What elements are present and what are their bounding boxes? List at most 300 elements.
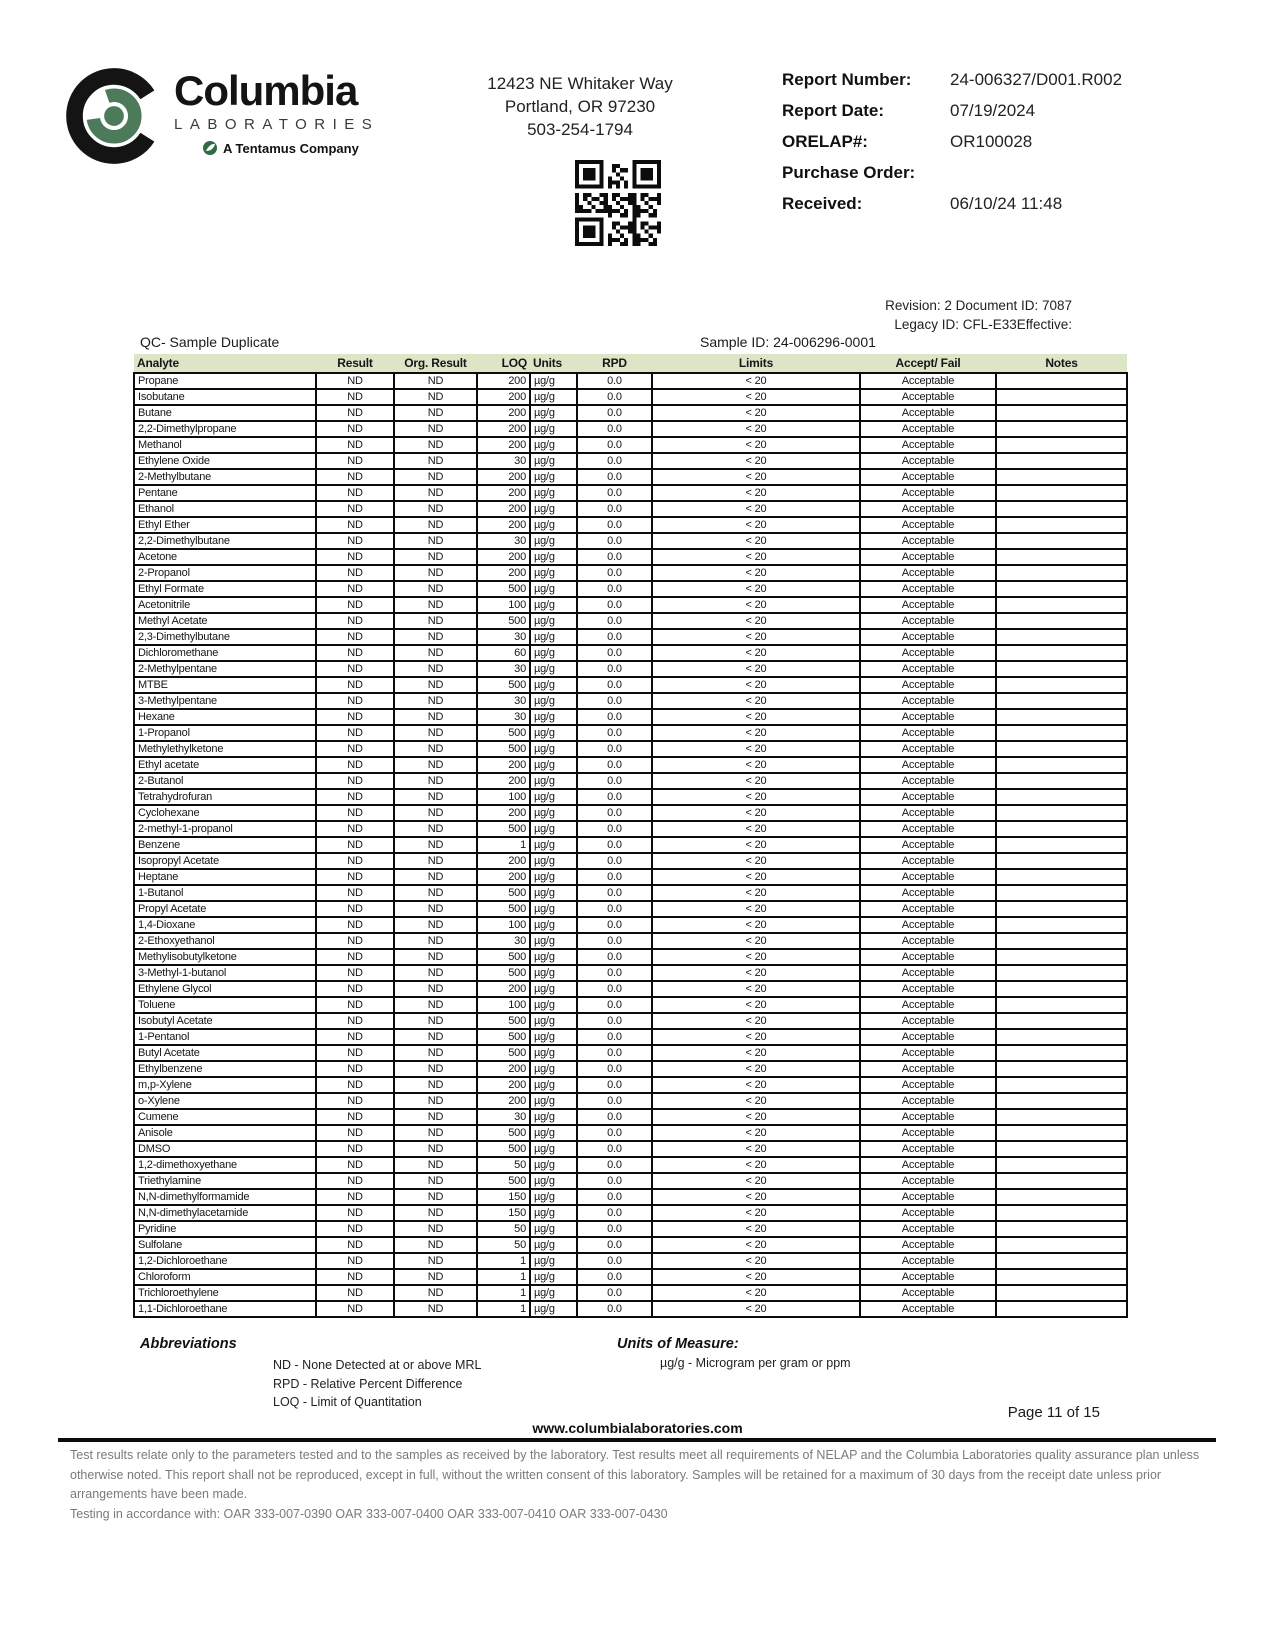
table-row — [134, 709, 1127, 725]
cell-notes — [996, 501, 1127, 517]
cell-accept-fail: Acceptable — [860, 757, 996, 773]
cell-accept-fail: Acceptable — [860, 1045, 996, 1061]
cell-loq: 150 — [477, 1205, 530, 1221]
cell-analyte: 1,4-Dioxane — [134, 917, 316, 933]
cell-org-result: ND — [394, 581, 477, 597]
cell-loq: 200 — [477, 517, 530, 533]
cell-notes — [996, 933, 1127, 949]
cell-analyte: Anisole — [134, 1125, 316, 1141]
cell-result: ND — [316, 1189, 394, 1205]
cell-result: ND — [316, 741, 394, 757]
table-row — [134, 437, 1127, 453]
cell-loq: 200 — [477, 437, 530, 453]
cell-accept-fail: Acceptable — [860, 485, 996, 501]
cell-result: ND — [316, 981, 394, 997]
table-row — [134, 1173, 1127, 1189]
cell-units: µg/g — [530, 837, 577, 853]
cell-org-result: ND — [394, 1093, 477, 1109]
cell-rpd: 0.0 — [577, 869, 652, 885]
table-row — [134, 453, 1127, 469]
table-row — [134, 1029, 1127, 1045]
cell-analyte: Ethanol — [134, 501, 316, 517]
cell-notes — [996, 1109, 1127, 1125]
cell-rpd: 0.0 — [577, 1125, 652, 1141]
cell-result: ND — [316, 1205, 394, 1221]
cell-rpd: 0.0 — [577, 1253, 652, 1269]
cell-units: µg/g — [530, 997, 577, 1013]
cell-accept-fail: Acceptable — [860, 1157, 996, 1173]
table-row — [134, 1205, 1127, 1221]
cell-org-result: ND — [394, 661, 477, 677]
report-field-value: OR100028 — [950, 132, 1033, 151]
cell-limits: < 20 — [652, 581, 860, 597]
cell-analyte: Isobutyl Acetate — [134, 1013, 316, 1029]
cell-loq: 100 — [477, 789, 530, 805]
results-table — [133, 354, 1128, 1318]
cell-org-result: ND — [394, 389, 477, 405]
cell-result: ND — [316, 1253, 394, 1269]
cell-limits: < 20 — [652, 389, 860, 405]
cell-org-result: ND — [394, 517, 477, 533]
cell-org-result: ND — [394, 677, 477, 693]
cell-accept-fail: Acceptable — [860, 501, 996, 517]
cell-limits: < 20 — [652, 965, 860, 981]
report-field-label: Report Date: — [782, 101, 885, 120]
table-row — [134, 373, 1127, 389]
cell-limits: < 20 — [652, 821, 860, 837]
cell-units: µg/g — [530, 1237, 577, 1253]
cell-analyte: Propane — [134, 373, 316, 389]
cell-loq: 500 — [477, 1173, 530, 1189]
cell-limits: < 20 — [652, 837, 860, 853]
cell-org-result: ND — [394, 1157, 477, 1173]
table-row — [134, 565, 1127, 581]
table-row — [134, 949, 1127, 965]
report-field-label: Purchase Order: — [782, 163, 916, 182]
cell-notes — [996, 741, 1127, 757]
cell-notes — [996, 1157, 1127, 1173]
col-result: Result — [316, 354, 394, 373]
cell-notes — [996, 533, 1127, 549]
cell-notes — [996, 1093, 1127, 1109]
cell-rpd: 0.0 — [577, 1109, 652, 1125]
cell-notes — [996, 1125, 1127, 1141]
report-field-value: 07/19/2024 — [950, 101, 1036, 120]
cell-analyte: Acetone — [134, 549, 316, 565]
cell-org-result: ND — [394, 629, 477, 645]
cell-result: ND — [316, 517, 394, 533]
cell-loq: 1 — [477, 1269, 530, 1285]
cell-org-result: ND — [394, 453, 477, 469]
table-row — [134, 789, 1127, 805]
cell-accept-fail: Acceptable — [860, 885, 996, 901]
cell-units: µg/g — [530, 949, 577, 965]
cell-notes — [996, 789, 1127, 805]
cell-units: µg/g — [530, 1061, 577, 1077]
cell-units: µg/g — [530, 453, 577, 469]
table-row — [134, 997, 1127, 1013]
cell-org-result: ND — [394, 501, 477, 517]
cell-analyte: 1-Propanol — [134, 725, 316, 741]
cell-analyte: Sulfolane — [134, 1237, 316, 1253]
cell-units: µg/g — [530, 1301, 577, 1317]
cell-analyte: Trichloroethylene — [134, 1285, 316, 1301]
cell-rpd: 0.0 — [577, 1077, 652, 1093]
cell-notes — [996, 997, 1127, 1013]
cell-loq: 50 — [477, 1221, 530, 1237]
cell-notes — [996, 421, 1127, 437]
cell-units: µg/g — [530, 1253, 577, 1269]
cell-accept-fail: Acceptable — [860, 629, 996, 645]
cell-result: ND — [316, 933, 394, 949]
cell-limits: < 20 — [652, 1301, 860, 1317]
cell-accept-fail: Acceptable — [860, 773, 996, 789]
cell-analyte: Heptane — [134, 869, 316, 885]
table-row — [134, 533, 1127, 549]
address-line1: 12423 NE Whitaker Way — [487, 74, 673, 93]
cell-accept-fail: Acceptable — [860, 405, 996, 421]
cell-notes — [996, 1141, 1127, 1157]
cell-accept-fail: Acceptable — [860, 469, 996, 485]
cell-rpd: 0.0 — [577, 469, 652, 485]
cell-accept-fail: Acceptable — [860, 1189, 996, 1205]
revision-line: Revision: 2 Document ID: 7087 — [885, 298, 1072, 313]
table-row — [134, 741, 1127, 757]
cell-loq: 500 — [477, 965, 530, 981]
cell-loq: 100 — [477, 917, 530, 933]
cell-result: ND — [316, 373, 394, 389]
cell-limits: < 20 — [652, 1205, 860, 1221]
cell-limits: < 20 — [652, 645, 860, 661]
table-row — [134, 869, 1127, 885]
cell-loq: 500 — [477, 725, 530, 741]
cell-units: µg/g — [530, 1013, 577, 1029]
cell-accept-fail: Acceptable — [860, 981, 996, 997]
cell-rpd: 0.0 — [577, 757, 652, 773]
logo-tagline — [202, 140, 379, 156]
table-row — [134, 1109, 1127, 1125]
cell-units: µg/g — [530, 581, 577, 597]
cell-accept-fail: Acceptable — [860, 1125, 996, 1141]
cell-units: µg/g — [530, 821, 577, 837]
cell-notes — [996, 661, 1127, 677]
cell-accept-fail: Acceptable — [860, 997, 996, 1013]
header-row — [134, 354, 1127, 373]
cell-org-result: ND — [394, 1237, 477, 1253]
cell-org-result: ND — [394, 1109, 477, 1125]
columbia-logo — [62, 64, 379, 168]
cell-loq: 200 — [477, 565, 530, 581]
cell-analyte: 2-Butanol — [134, 773, 316, 789]
cell-analyte: Tetrahydrofuran — [134, 789, 316, 805]
cell-result: ND — [316, 389, 394, 405]
website-link[interactable]: www.columbialaboratories.com — [532, 1420, 743, 1436]
cell-analyte: Pyridine — [134, 1221, 316, 1237]
cell-notes — [996, 629, 1127, 645]
cell-org-result: ND — [394, 1013, 477, 1029]
cell-result: ND — [316, 597, 394, 613]
cell-notes — [996, 693, 1127, 709]
cell-units: µg/g — [530, 1189, 577, 1205]
cell-units: µg/g — [530, 469, 577, 485]
cell-accept-fail: Acceptable — [860, 533, 996, 549]
cell-rpd: 0.0 — [577, 1285, 652, 1301]
table-row — [134, 1093, 1127, 1109]
col-rpd: RPD — [577, 354, 652, 373]
cell-limits: < 20 — [652, 1221, 860, 1237]
cell-result: ND — [316, 613, 394, 629]
cell-accept-fail: Acceptable — [860, 821, 996, 837]
cell-accept-fail: Acceptable — [860, 581, 996, 597]
cell-loq: 200 — [477, 853, 530, 869]
cell-notes — [996, 885, 1127, 901]
cell-result: ND — [316, 965, 394, 981]
cell-notes — [996, 949, 1127, 965]
cell-result: ND — [316, 421, 394, 437]
table-row — [134, 1061, 1127, 1077]
table-row — [134, 757, 1127, 773]
cell-org-result: ND — [394, 869, 477, 885]
table-row — [134, 549, 1127, 565]
cell-units: µg/g — [530, 597, 577, 613]
cell-notes — [996, 901, 1127, 917]
table-row — [134, 837, 1127, 853]
cell-rpd: 0.0 — [577, 501, 652, 517]
cell-accept-fail: Acceptable — [860, 1253, 996, 1269]
cell-loq: 30 — [477, 709, 530, 725]
cell-accept-fail: Acceptable — [860, 1029, 996, 1045]
legacy-line: Legacy ID: CFL-E33Effective: — [894, 317, 1072, 332]
cell-org-result: ND — [394, 1285, 477, 1301]
cell-result: ND — [316, 789, 394, 805]
table-row — [134, 597, 1127, 613]
cell-result: ND — [316, 1093, 394, 1109]
cell-notes — [996, 549, 1127, 565]
cell-notes — [996, 485, 1127, 501]
cell-accept-fail: Acceptable — [860, 741, 996, 757]
cell-org-result: ND — [394, 1029, 477, 1045]
cell-loq: 200 — [477, 389, 530, 405]
cell-result: ND — [316, 901, 394, 917]
cell-analyte: Butane — [134, 405, 316, 421]
cell-analyte: 2-Methylpentane — [134, 661, 316, 677]
cell-notes — [996, 1045, 1127, 1061]
cell-result: ND — [316, 1301, 394, 1317]
results-table-head — [134, 354, 1127, 373]
cell-accept-fail: Acceptable — [860, 901, 996, 917]
table-row — [134, 389, 1127, 405]
cell-notes — [996, 1205, 1127, 1221]
cell-loq: 1 — [477, 1253, 530, 1269]
cell-analyte: Hexane — [134, 709, 316, 725]
cell-loq: 1 — [477, 1301, 530, 1317]
lab-address — [430, 72, 730, 141]
cell-org-result: ND — [394, 773, 477, 789]
cell-units: µg/g — [530, 1045, 577, 1061]
cell-org-result: ND — [394, 1077, 477, 1093]
cell-limits: < 20 — [652, 501, 860, 517]
cell-result: ND — [316, 485, 394, 501]
report-field-label: Report Number: — [782, 70, 912, 89]
cell-analyte: Methyl Acetate — [134, 613, 316, 629]
cell-loq: 200 — [477, 805, 530, 821]
cell-result: ND — [316, 1077, 394, 1093]
cell-limits: < 20 — [652, 485, 860, 501]
cell-limits: < 20 — [652, 613, 860, 629]
cell-analyte: Ethyl Ether — [134, 517, 316, 533]
cell-analyte: o-Xylene — [134, 1093, 316, 1109]
cell-result: ND — [316, 677, 394, 693]
cell-accept-fail: Acceptable — [860, 1141, 996, 1157]
cell-result: ND — [316, 709, 394, 725]
cell-units: µg/g — [530, 661, 577, 677]
report-field-value: 06/10/24 11:48 — [950, 194, 1063, 213]
cell-notes — [996, 645, 1127, 661]
cell-rpd: 0.0 — [577, 901, 652, 917]
table-row — [134, 981, 1127, 997]
cell-org-result: ND — [394, 821, 477, 837]
table-row — [134, 1077, 1127, 1093]
cell-analyte: N,N-dimethylformamide — [134, 1189, 316, 1205]
cell-analyte: 2-Propanol — [134, 565, 316, 581]
cell-limits: < 20 — [652, 869, 860, 885]
cell-units: µg/g — [530, 1125, 577, 1141]
cell-units: µg/g — [530, 565, 577, 581]
cell-limits: < 20 — [652, 805, 860, 821]
cell-analyte: Methylisobutylketone — [134, 949, 316, 965]
table-row — [134, 805, 1127, 821]
cell-loq: 200 — [477, 981, 530, 997]
cell-result: ND — [316, 533, 394, 549]
cell-rpd: 0.0 — [577, 885, 652, 901]
cell-accept-fail: Acceptable — [860, 709, 996, 725]
cell-accept-fail: Acceptable — [860, 549, 996, 565]
cell-notes — [996, 677, 1127, 693]
cell-result: ND — [316, 1109, 394, 1125]
cell-units: µg/g — [530, 709, 577, 725]
cell-units: µg/g — [530, 613, 577, 629]
cell-limits: < 20 — [652, 725, 860, 741]
cell-org-result: ND — [394, 469, 477, 485]
cell-accept-fail: Acceptable — [860, 853, 996, 869]
cell-limits: < 20 — [652, 741, 860, 757]
cell-loq: 500 — [477, 949, 530, 965]
cell-units: µg/g — [530, 1173, 577, 1189]
cell-org-result: ND — [394, 1301, 477, 1317]
cell-accept-fail: Acceptable — [860, 597, 996, 613]
cell-analyte: Dichloromethane — [134, 645, 316, 661]
cell-units: µg/g — [530, 677, 577, 693]
cell-org-result: ND — [394, 789, 477, 805]
cell-analyte: 1-Pentanol — [134, 1029, 316, 1045]
cell-limits: < 20 — [652, 773, 860, 789]
cell-accept-fail: Acceptable — [860, 373, 996, 389]
cell-notes — [996, 1301, 1127, 1317]
cell-rpd: 0.0 — [577, 1269, 652, 1285]
table-row — [134, 405, 1127, 421]
cell-units: µg/g — [530, 645, 577, 661]
cell-result: ND — [316, 1157, 394, 1173]
cell-org-result: ND — [394, 1173, 477, 1189]
cell-org-result: ND — [394, 597, 477, 613]
cell-limits: < 20 — [652, 373, 860, 389]
cell-loq: 30 — [477, 629, 530, 645]
cell-org-result: ND — [394, 1253, 477, 1269]
cell-loq: 1 — [477, 837, 530, 853]
cell-accept-fail: Acceptable — [860, 661, 996, 677]
cell-rpd: 0.0 — [577, 629, 652, 645]
cell-rpd: 0.0 — [577, 821, 652, 837]
cell-notes — [996, 1029, 1127, 1045]
cell-loq: 30 — [477, 661, 530, 677]
cell-accept-fail: Acceptable — [860, 869, 996, 885]
abbreviation-line: LOQ - Limit of Quantitation — [273, 1395, 422, 1409]
cell-org-result: ND — [394, 1205, 477, 1221]
table-row — [134, 677, 1127, 693]
cell-notes — [996, 389, 1127, 405]
cell-result: ND — [316, 1237, 394, 1253]
cell-rpd: 0.0 — [577, 373, 652, 389]
cell-rpd: 0.0 — [577, 661, 652, 677]
cell-result: ND — [316, 469, 394, 485]
cell-result: ND — [316, 1221, 394, 1237]
cell-limits: < 20 — [652, 1109, 860, 1125]
table-row — [134, 581, 1127, 597]
testing-accordance-line: Testing in accordance with: OAR 333-007-0390 OAR 333-007-0400 OAR 333-007-0410 OAR 333-007-0430 — [70, 1506, 668, 1521]
cell-org-result: ND — [394, 805, 477, 821]
cell-analyte: 3-Methyl-1-butanol — [134, 965, 316, 981]
cell-analyte: Methylethylketone — [134, 741, 316, 757]
cell-accept-fail: Acceptable — [860, 1221, 996, 1237]
cell-units: µg/g — [530, 389, 577, 405]
cell-result: ND — [316, 581, 394, 597]
cell-org-result: ND — [394, 549, 477, 565]
cell-units: µg/g — [530, 885, 577, 901]
table-row — [134, 501, 1127, 517]
revision-meta — [600, 296, 1072, 334]
cell-result: ND — [316, 773, 394, 789]
cell-rpd: 0.0 — [577, 1301, 652, 1317]
cell-notes — [996, 1269, 1127, 1285]
table-row — [134, 485, 1127, 501]
cell-loq: 200 — [477, 757, 530, 773]
cell-units: µg/g — [530, 373, 577, 389]
cell-rpd: 0.0 — [577, 1221, 652, 1237]
section-title: QC- Sample Duplicate — [140, 334, 280, 350]
col-notes: Notes — [996, 354, 1127, 373]
footer-rule — [58, 1438, 1216, 1442]
table-row — [134, 613, 1127, 629]
table-row — [134, 1301, 1127, 1317]
cell-analyte: 1,2-dimethoxyethane — [134, 1157, 316, 1173]
report-field-label: ORELAP#: — [782, 132, 868, 151]
cell-limits: < 20 — [652, 1285, 860, 1301]
report-field-value: 24-006327/D001.R002 — [950, 70, 1123, 89]
cell-org-result: ND — [394, 1061, 477, 1077]
cell-limits: < 20 — [652, 533, 860, 549]
cell-units: µg/g — [530, 869, 577, 885]
cell-limits: < 20 — [652, 1237, 860, 1253]
cell-loq: 200 — [477, 421, 530, 437]
cell-rpd: 0.0 — [577, 677, 652, 693]
cell-org-result: ND — [394, 949, 477, 965]
table-row — [134, 1237, 1127, 1253]
cell-units: µg/g — [530, 1285, 577, 1301]
table-row — [134, 421, 1127, 437]
cell-result: ND — [316, 437, 394, 453]
cell-units: µg/g — [530, 1029, 577, 1045]
cell-loq: 500 — [477, 677, 530, 693]
